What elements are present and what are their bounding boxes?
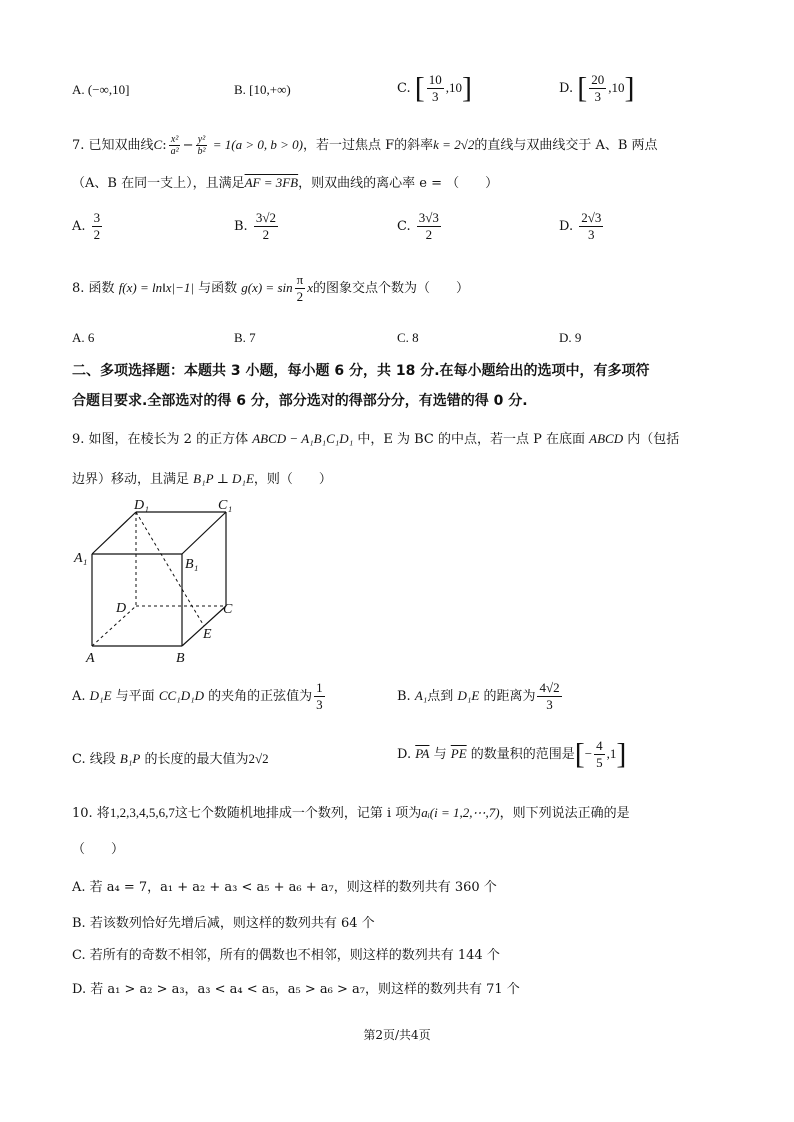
q7-option-a: A. $\frac{3}{2}$ bbox=[72, 210, 101, 242]
q7-option-c: C. $\frac{3√3}{2}$ bbox=[397, 210, 439, 242]
section2-heading-line2: 合题目要求.全部选对的得 6 分，部分选对的得部分分，有选错的得 0 分. bbox=[72, 393, 528, 409]
label-d: D bbox=[116, 601, 127, 616]
q7-line1: 7. 已知双曲线C: $\frac{\text{x²}}{\text{a²}}$ − $\frac{\text{y²}}{\text{b²}}$ = 1(a > 0, b > 0)，若一过焦点 F的斜率k = 2√2的直线与双曲线交于 A、B 两点 bbox=[72, 134, 658, 157]
q6-option-b: B. [10,+∞) bbox=[234, 82, 291, 97]
q8-option-b: B. 7 bbox=[234, 330, 256, 345]
q10-line1: 10. 将1,2,3,4,5,6,7这七个数随机地排成一个数列，记第 i 项为aᵢ(i = 1,2,⋯,7)，则下列说法正确的是 bbox=[72, 805, 630, 821]
q8-option-c: C. 8 bbox=[397, 330, 419, 345]
label-d1: D₁ bbox=[134, 498, 149, 513]
q7-option-d: D. $\frac{2√3}{3}$ bbox=[559, 210, 602, 242]
label-c1: C₁ bbox=[218, 498, 233, 513]
label-b1: B₁ bbox=[185, 557, 199, 572]
q9-option-a: A. D₁E 与平面 CC₁D₁D 的夹角的正弦值为 $\frac{1}{3}$ bbox=[72, 680, 323, 712]
q8-stem: 8. 函数 f(x) = ln‖x|−1| 与函数 g(x) = sin $\frac{\pi}{2}$ x的图象交点个数为（ ） bbox=[72, 272, 469, 304]
q6-option-d: D. [ $\frac{20}{3}$ ,10] bbox=[559, 71, 635, 105]
q10-option-a: A. 若 a₄ = 7，a₁ + a₂ + a₃ < a₅ + a₆ + a₇，则这样的数列共有 360 个 bbox=[72, 880, 497, 895]
q9-line1: 9. 如图，在棱长为 2 的正方体 ABCD − A₁B₁C₁D₁ 中，E 为 BC 的中点，若一点 P 在底面 ABCD 内（包括 bbox=[72, 431, 680, 447]
edge-a1d1 bbox=[92, 512, 136, 554]
q9-option-d: D. $\overline{PA}$ 与 $\overline{PE}$ 的数量积的范围是[− $\frac{4}{5}$ ,1] bbox=[397, 737, 627, 771]
q9-line2: 边界）移动，且满足 B₁P ⊥ D₁E，则（ ） bbox=[72, 471, 332, 487]
label-a: A bbox=[86, 651, 95, 666]
q7-line2: （A、B 在同一支上），且满足AF = 3FB，则双曲线的离心率 e = （ ） bbox=[72, 175, 499, 191]
section2-heading-line1: 二、多项选择题：本题共 3 小题，每小题 6 分，共 18 分.在每小题给出的选项中，有多项符 bbox=[72, 363, 650, 379]
q6-option-a: A. (−∞,10] bbox=[72, 82, 130, 97]
page-footer: 第2页/共4页 bbox=[363, 1028, 431, 1042]
edge-ad-hidden bbox=[92, 606, 136, 646]
q10-option-b: B. 若该数列恰好先增后减，则这样的数列共有 64 个 bbox=[72, 916, 375, 931]
q6-option-c: C. [ $\frac{10}{3}$ ,10] bbox=[397, 71, 473, 105]
label-b: B bbox=[176, 651, 185, 666]
label-a1: A₁ bbox=[74, 551, 88, 566]
q8-option-d: D. 9 bbox=[559, 330, 582, 345]
q9-option-c: C. 线段 B₁P 的长度的最大值为2√2 bbox=[72, 751, 269, 767]
cube-figure bbox=[70, 496, 250, 666]
q8-option-a: A. 6 bbox=[72, 330, 95, 345]
q7-option-b: B. $\frac{3√2}{2}$ bbox=[234, 210, 276, 242]
label-c: C bbox=[223, 602, 233, 617]
label-e: E bbox=[203, 627, 212, 642]
q10-option-d: D. 若 a₁ > a₂ > a₃，a₃ < a₄ < a₅，a₅ > a₆ > a₇，则这样的数列共有 71 个 bbox=[72, 982, 520, 997]
edge-b1c1 bbox=[182, 512, 226, 554]
q10-line2: （ ） bbox=[72, 842, 125, 857]
q9-option-b: B. A₁点到 D₁E 的距离为 $\frac{4√2}{3}$ bbox=[397, 680, 560, 712]
q10-option-c: C. 若所有的奇数不相邻，所有的偶数也不相邻，则这样的数列共有 144 个 bbox=[72, 948, 500, 963]
